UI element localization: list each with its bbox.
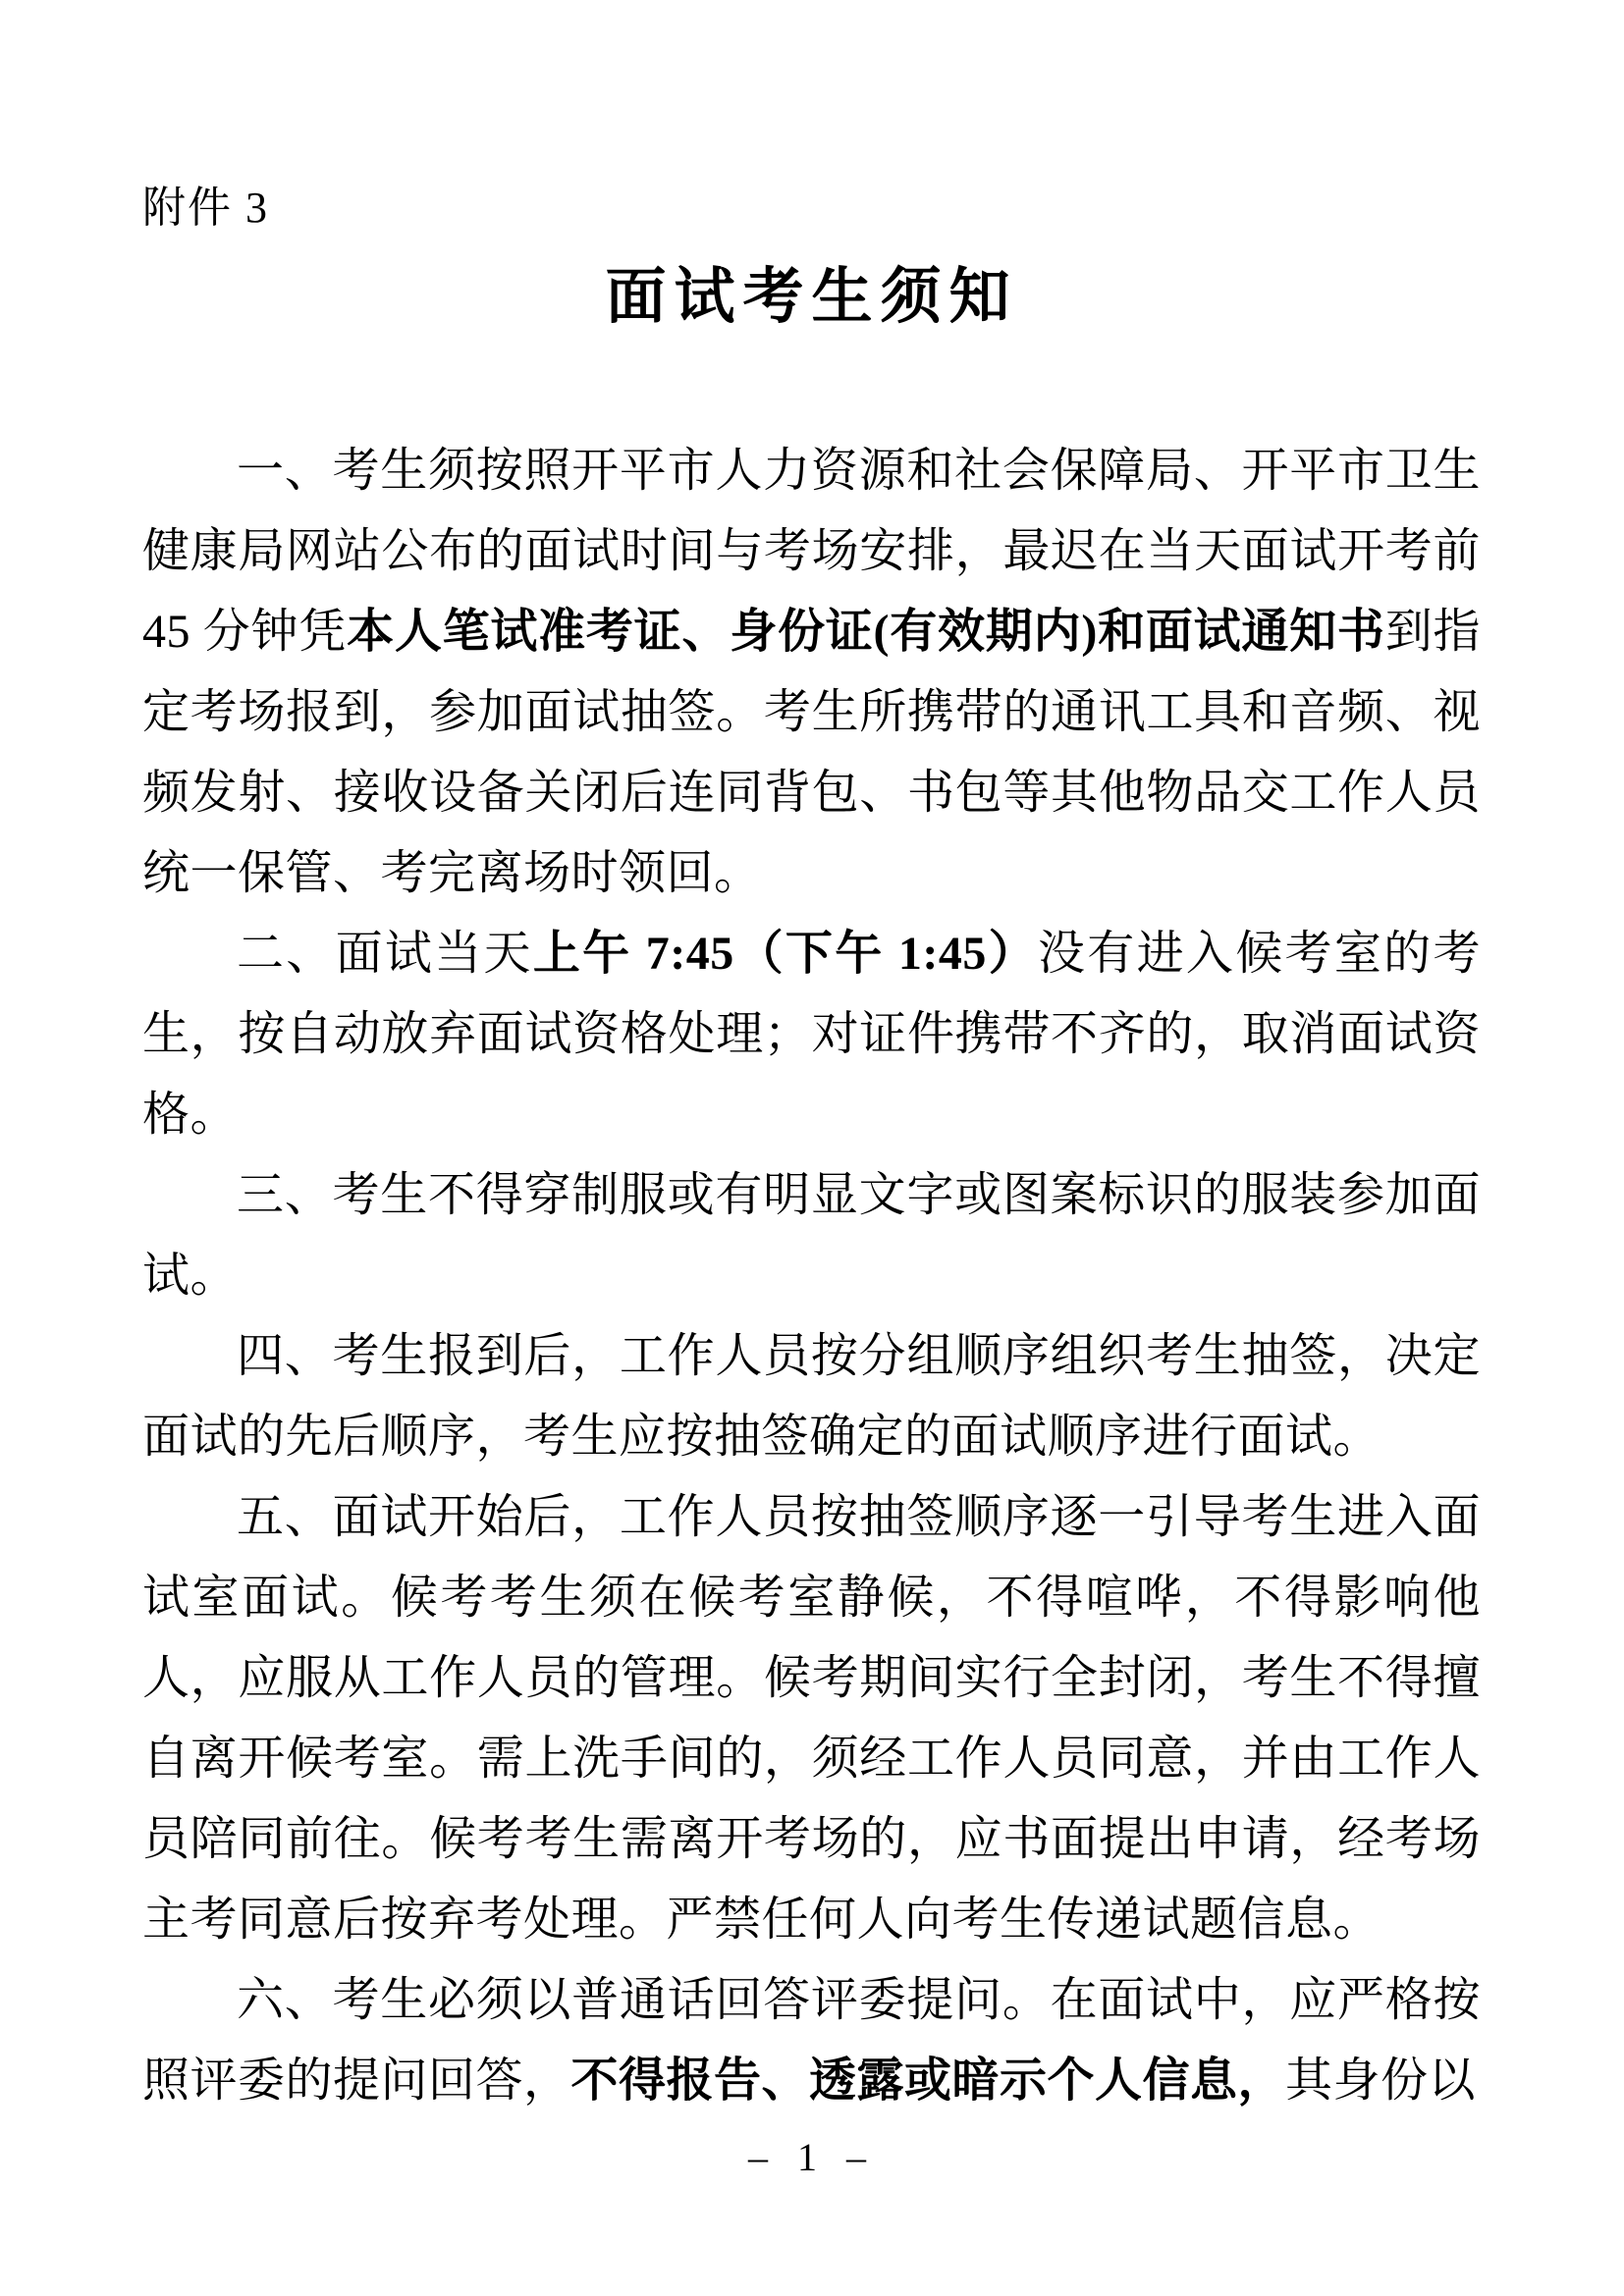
emphasis-text-run: 不得报告、透露或暗示个人信息， <box>570 2055 1286 2107</box>
paragraph <box>142 1316 1481 1477</box>
body-text-run: 五、面试开始后，工作人员按抽签顺序逐一引导考生进入面试室面试。候考考生须在候考室静候，不得喧哗，不得影响他人，应服从工作人员的管理。候考期间实行全封闭，考生不得擅自离开候考室。需上洗手间的，须经工作人员同意，并由工作人员陪同前往。候考考生需离开考场的，应书面提出申请，经考场主考同意后按弃考处理。严禁任何人向考生传递试题信息。 <box>142 1491 1481 1946</box>
emphasis-text-run: 上午 7:45（下午 1:45） <box>532 928 1038 980</box>
paragraph <box>142 1155 1481 1316</box>
body-text-run: 六、考生必须以普通话回答评委提问。在面试中，应严格按照评委的提问回答， <box>142 1974 1481 2107</box>
body-text-run: 其身份以 <box>1285 2055 1477 2107</box>
body-text-run: 到指定考场报到，参加面试抽签。考生所携带的通讯工具和音频、视频发射、接收设备关闭后连同背包、书包等其他物品交工作人员统一保管、考完离场时领回。 <box>142 606 1481 899</box>
body-text-run: 三、考生不得穿制服或有明显文字或图案标识的服装参加面试。 <box>142 1169 1481 1302</box>
body-text-run: 一、考生须按照开平市人力资源和社会保障局、开平市卫生健康局网站公布的面试时间与考场安排，最迟在当天面试开考前 45 分钟凭 <box>142 445 1481 658</box>
document-body <box>142 431 1481 2121</box>
attachment-label: 附件 3 <box>142 184 269 232</box>
emphasis-text-run: 本人笔试准考证、身份证(有效期内)和面试通知书 <box>347 606 1385 658</box>
paragraph <box>142 1477 1481 1960</box>
document-title: 面试考生须知 <box>605 264 1018 331</box>
paragraph <box>142 1960 1481 2121</box>
body-text-run: 二、面试当天 <box>237 928 533 980</box>
paragraph <box>142 431 1481 914</box>
page-number: – 1 – <box>748 2135 876 2179</box>
paragraph <box>142 914 1481 1155</box>
body-text-run: 没有进入候考室的考生，按自动放弃面试资格处理；对证件携带不齐的，取消面试资格。 <box>142 928 1481 1141</box>
body-text-run: 四、考生报到后，工作人员按分组顺序组织考生抽签，决定面试的先后顺序，考生应按抽签确定的面试顺序进行面试。 <box>142 1330 1481 1463</box>
